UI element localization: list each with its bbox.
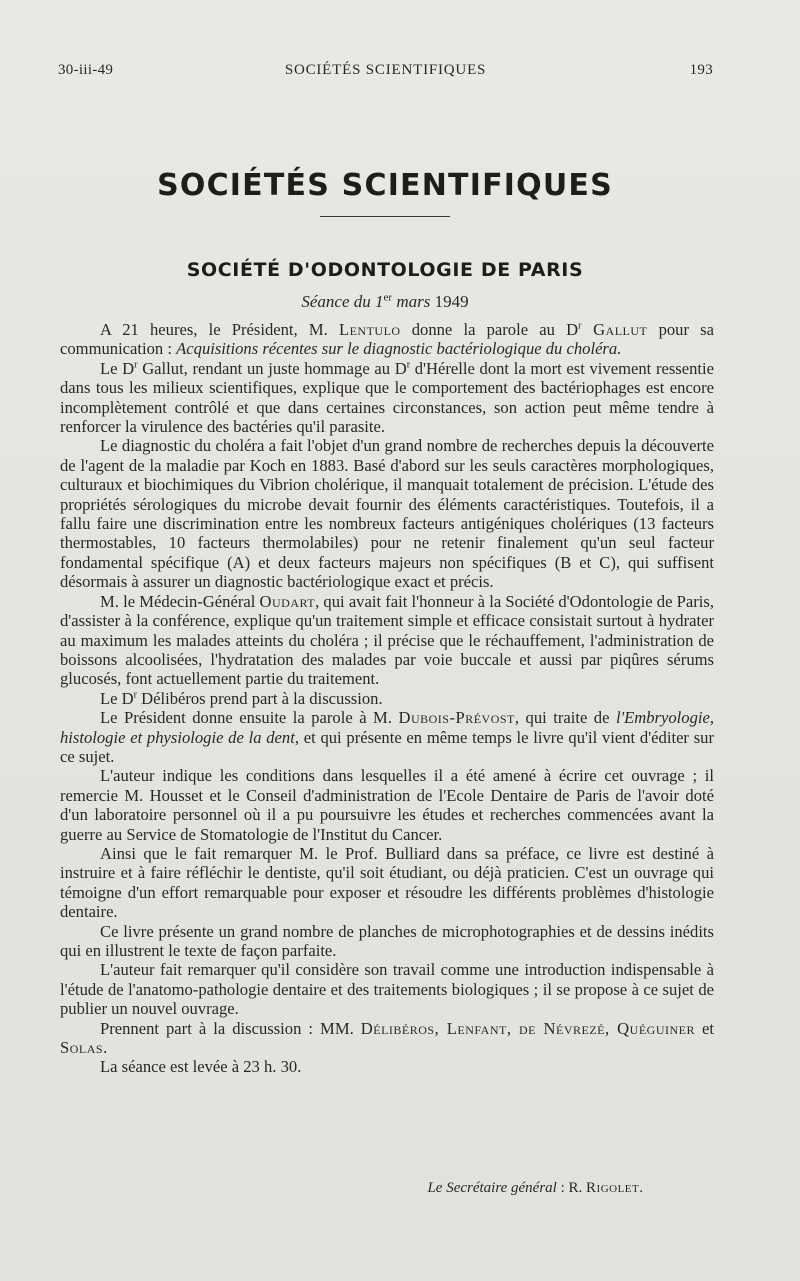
p5-text-b: Délibéros prend part à la discussion.: [136, 688, 383, 708]
p1-text-a: A 21 heures, le Président, M.: [100, 320, 339, 339]
p5-text-a: Le D: [100, 688, 134, 708]
paragraph-3: Le diagnostic du choléra a fait l'objet d'un grand nombre de recherches depuis la découverte de l'agent de la maladie par Koch en 1883. Basé d'abord sur les seuls caractères morphologiques, culturaux et biochimiques du Vibrion cholérique, il manquait totalement de précision. L'étude des propriétés sérologiques du microbe devait fournir des éléments caractéristiques. Toutefois, il a fallu faire une discrimination entre les nombreux facteurs antigéniques cholériques (13 facteurs thermostables, 10 facteurs thermolabiles) pour ne retenir finalement qu'un seul facteur fondamental spécifique (A) et deux facteurs majeurs non spécifiques (B et C), qui suffisent désormais à assurer un diagnostic bactériologique exact et précis.: [60, 436, 714, 592]
paragraph-6: [60, 708, 714, 766]
p2-sup-2: r: [406, 359, 411, 371]
paragraph-10: L'auteur fait remarquer qu'il considère son travail comme une introduction indispensable à l'étude de l'anatomo-pathologie dentaire et des traitements biologiques ; il se propose à ce sujet de publier un nouvel ouvrage.: [60, 960, 714, 1019]
society-title: SOCIÉTÉ D'ODONTOLOGIE DE PARIS: [186, 259, 584, 281]
p2-text-b: Gallut, rendant un juste hommage au D: [137, 358, 407, 378]
p4-name: Oudart: [259, 591, 316, 611]
session-date-sup: er: [383, 291, 393, 304]
page-title: SOCIÉTÉS SCIENTIFIQUES: [157, 168, 613, 203]
p2-sup-1: r: [134, 359, 138, 371]
p6-text-c: et qui présente en même temps le livre qu'il vient d'éditer sur ce sujet.: [60, 727, 714, 766]
p2-text-a: Le D: [100, 358, 135, 378]
running-header: [58, 62, 713, 82]
signature-label: Le Secrétaire général: [427, 1180, 557, 1196]
session-date: [0, 292, 770, 312]
p1-communication-title: Acquisitions récentes sur le diagnostic bactériologique du choléra.: [176, 339, 622, 359]
paragraph-7: L'auteur indique les conditions dans lesquelles il a été amené à écrire cet ouvrage ; il remercie M. Housset et le Conseil d'administration de l'Ecole Dentaire de Paris de l'avoir doté d'un laboratoire personnel où il a pu poursuivre les études et recherches commencées avant la guerre au Service de Stomatologie de l'Institut du Cancer.: [60, 766, 714, 844]
signature-name: Rigolet: [586, 1180, 640, 1196]
p11-text-a: Prennent part à la discussion : MM.: [100, 1018, 361, 1038]
paragraph-11: [60, 1019, 714, 1058]
p1-sup: r: [578, 320, 582, 332]
p6-text-a: Le Président donne ensuite la parole à M.: [100, 708, 399, 728]
p5-sup: r: [133, 689, 137, 701]
p1-name-president: Lentulo: [338, 320, 401, 339]
paragraph-4: [60, 592, 714, 689]
p6-name: Dubois-Prévost: [398, 708, 515, 728]
session-date-prefix: Séance du 1: [301, 292, 384, 311]
p6-book-title: l'Embryologie, histologie et physiologie de la dent,: [60, 708, 714, 747]
paragraph-12: La séance est levée à 23 h. 30.: [100, 1057, 302, 1077]
session-date-year: 1949: [434, 292, 469, 311]
p1-text-b: donne la parole au D: [400, 320, 579, 339]
p1-text-c: pour sa communication :: [60, 320, 714, 359]
paragraph-9: Ce livre présente un grand nombre de planches de microphotographies et de dessins inédits qui en illustrent le texte de façon parfaite.: [60, 921, 714, 960]
signature-separator: : R.: [556, 1180, 587, 1196]
header-date: 30-iii-49: [58, 62, 114, 78]
session-date-month: mars: [392, 292, 435, 311]
p1-name-speaker: Gallut: [581, 320, 648, 339]
paragraph-1: [60, 320, 714, 359]
p6-text-b: , qui traite de: [514, 708, 616, 728]
p4-text-b: , qui avait fait l'honneur à la Société d'Odontologie de Paris, d'assister à la conférence, explique qu'un traitement simple et efficace consistait surtout à hydrater au maximum les malades atteints du choléra ; il précise que le réchauffement, l'administration de boissons alcoolisées, l'hydratation des malades par voie buccale et aussi par piqûres sérums glucosés, font actuellement partie du traitement.: [60, 591, 714, 689]
p11-names: Délibéros, Lenfant, de Névrezé, Quéguiner: [360, 1018, 695, 1038]
title-divider: [320, 216, 450, 217]
header-section-title: SOCIÉTÉS SCIENTIFIQUES: [284, 62, 487, 78]
p11-text-c: .: [103, 1038, 108, 1058]
p2-text-c: d'Hérelle dont la mort est vivement ressentie dans tous les milieux scientifiques, explique que le comportement des bactériophages est encore incomplètement contrôlé et que dans certaines circonstances, son action peut même tendre à renforcer la virulence des bactéries qu'il parasite.: [60, 358, 714, 437]
signature-end: .: [639, 1180, 643, 1196]
paragraph-2: [60, 359, 714, 437]
p11-last-name: Solas: [60, 1038, 104, 1058]
p11-text-b: et: [695, 1018, 715, 1038]
article-body: [60, 320, 714, 1077]
signature-line: [0, 1180, 643, 1197]
page-number: 193: [689, 62, 713, 78]
paragraph-8: Ainsi que le fait remarquer M. le Prof. Bulliard dans sa préface, ce livre est destiné à instruire et à faire réfléchir le dentiste, qu'il soit étudiant, ou déjà praticien. C'est un ouvrage qui témoigne d'un effort remarquable pour exposer et résoudre les différents problèmes d'histologie dentaire.: [60, 843, 714, 922]
p4-text-a: M. le Médecin-Général: [100, 591, 260, 611]
paragraph-5: [60, 689, 714, 708]
